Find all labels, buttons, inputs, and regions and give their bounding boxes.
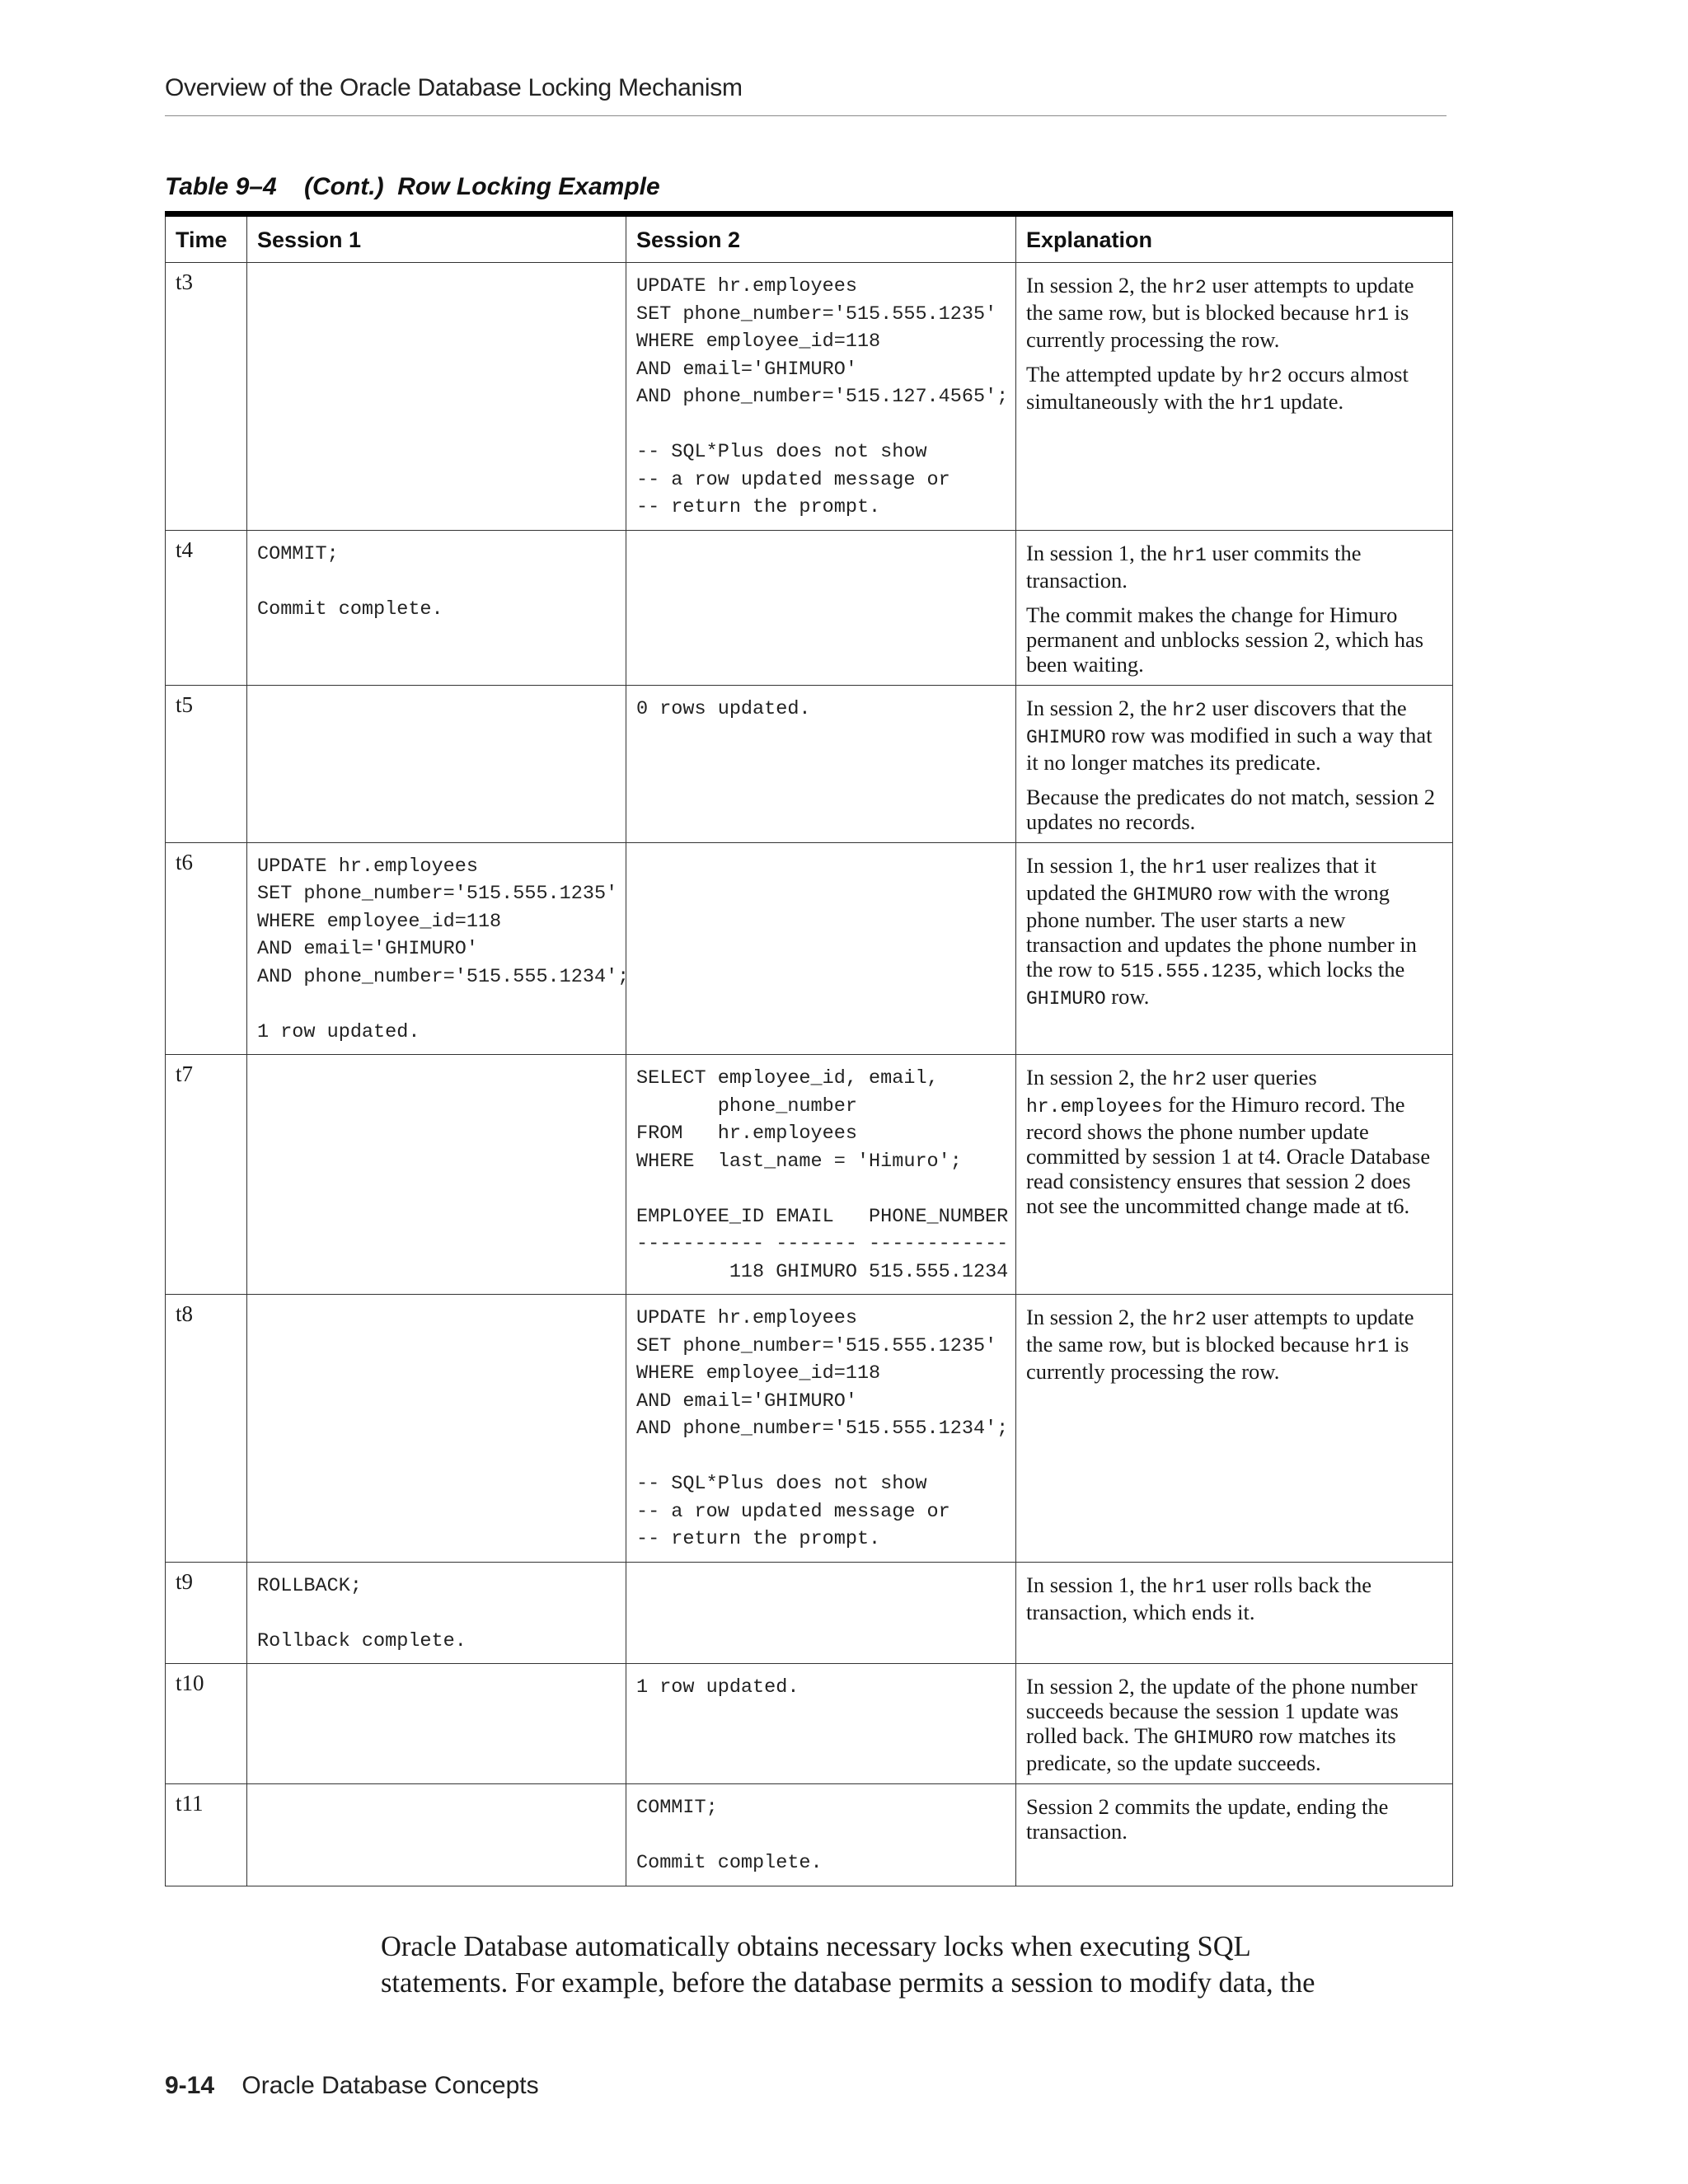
- inline-code: hr1: [1172, 856, 1207, 879]
- body-paragraph: [381, 1929, 1452, 2001]
- inline-code: hr1: [1354, 1336, 1390, 1357]
- column-header-explanation: Explanation: [1016, 214, 1453, 263]
- inline-code: GHIMURO: [1132, 883, 1213, 906]
- explanation-text: , which locks the: [1256, 956, 1405, 982]
- explanation-paragraph: [1026, 1065, 1442, 1218]
- explanation-text: Because the predicates do not match, session 2 updates no records.: [1026, 784, 1435, 834]
- session-1-cell: [247, 263, 626, 531]
- explanation-text: row.: [1105, 983, 1150, 1009]
- session-1-cell: [247, 1295, 626, 1563]
- session-2-cell: [626, 1784, 1016, 1886]
- explanation-text: Session 2 commits the update, ending the transaction.: [1026, 1794, 1389, 1844]
- session-2-code: 1 row updated.: [636, 1676, 799, 1699]
- session-2-cell: [626, 1295, 1016, 1563]
- session-1-cell: [247, 1562, 626, 1664]
- table-caption: Table 9–4 (Cont.) Row Locking Example: [165, 173, 660, 200]
- time-cell: t7: [166, 1055, 247, 1295]
- session-2-cell: [626, 685, 1016, 842]
- inline-code: hr1: [1172, 1576, 1207, 1598]
- session-2-cell: [626, 1562, 1016, 1664]
- explanation-cell: [1016, 842, 1453, 1055]
- time-cell: t11: [166, 1784, 247, 1886]
- explanation-paragraph: [1026, 1572, 1442, 1624]
- explanation-text: is currently processing the row.: [1026, 1332, 1409, 1384]
- inline-code: hr.employees: [1026, 1096, 1163, 1118]
- table-header-row: [166, 214, 1453, 263]
- explanation-text: user realizes that it updated the: [1026, 852, 1376, 905]
- explanation-text: In session 2, the: [1026, 1065, 1173, 1090]
- explanation-paragraph: [1026, 602, 1442, 677]
- explanation-cell: [1016, 1562, 1453, 1664]
- time-cell: t10: [166, 1664, 247, 1784]
- explanation-text: user rolls back the transaction, which ends it.: [1026, 1572, 1372, 1624]
- explanation-text: In session 1, the: [1026, 852, 1173, 878]
- column-header-time: Time: [166, 214, 247, 263]
- explanation-cell: [1016, 1055, 1453, 1295]
- time-cell: t9: [166, 1562, 247, 1664]
- explanation-text: occurs almost simultaneously with the: [1026, 362, 1409, 414]
- session-2-cell: [626, 842, 1016, 1055]
- header-rule: [165, 115, 1447, 116]
- explanation-cell: [1016, 1664, 1453, 1784]
- table-row: [166, 842, 1453, 1055]
- time-cell: t5: [166, 685, 247, 842]
- explanation-text: In session 2, the: [1026, 273, 1173, 298]
- inline-code: GHIMURO: [1026, 726, 1106, 748]
- session-2-code: UPDATE hr.employees SET phone_number='515.555.1235' WHERE employee_id=118 AND email='GHIMURO' AND phone_number='515.127.4565'; -- SQL*Plus does not show -- a row updated message or -- return the prompt.: [636, 275, 1009, 518]
- column-header-session-2: Session 2: [626, 214, 1016, 263]
- explanation-text: is currently processing the row.: [1026, 300, 1409, 352]
- table-row: [166, 1784, 1453, 1886]
- explanation-paragraph: [1026, 1794, 1442, 1844]
- explanation-text: In session 2, the: [1026, 1305, 1173, 1329]
- explanation-text: user commits the transaction.: [1026, 540, 1362, 593]
- time-cell: t3: [166, 263, 247, 531]
- inline-code: hr2: [1172, 1069, 1207, 1090]
- table-row: [166, 1055, 1453, 1295]
- inline-code: GHIMURO: [1026, 987, 1106, 1010]
- explanation-paragraph: [1026, 1674, 1442, 1775]
- explanation-text: update.: [1274, 389, 1344, 414]
- explanation-cell: [1016, 685, 1453, 842]
- page-number: 9-14: [165, 2072, 215, 2099]
- session-1-cell: [247, 842, 630, 1055]
- table-row: [166, 1295, 1453, 1563]
- inline-code: hr2: [1172, 277, 1207, 298]
- explanation-cell: [1016, 1784, 1453, 1886]
- time-cell: t4: [166, 530, 247, 685]
- explanation-cell: [1016, 530, 1453, 685]
- explanation-text: In session 1, the: [1026, 540, 1173, 565]
- explanation-text: The attempted update by: [1026, 362, 1249, 387]
- explanation-text: row was modified in such a way that it no longer matches its predicate.: [1026, 722, 1432, 775]
- table-row: [166, 685, 1453, 842]
- explanation-text: user attempts to update the same row, but is blocked because: [1026, 1305, 1414, 1357]
- session-1-cell: [247, 1664, 626, 1784]
- explanation-text: In session 2, the update of the phone number succeeds because the session 1 update was rolled back. The: [1026, 1674, 1418, 1748]
- explanation-text: In session 2, the: [1026, 695, 1173, 720]
- explanation-text: for the Himuro record. The record shows the phone number update committed by session 1 at t4. Oracle Database read consistency ensures that session 2 does not see the uncommitted change made at t6.: [1026, 1092, 1431, 1218]
- explanation-paragraph: [1026, 696, 1442, 775]
- session-2-code: SELECT employee_id, email, phone_number FROM hr.employees WHERE last_name = 'Himuro'; EMPLOYEE_ID EMAIL PHONE_NUMBER ----------- ------- ------------ 118 GHIMURO 515.555.1234: [636, 1067, 1009, 1283]
- column-header-session-1: Session 1: [247, 214, 626, 263]
- book-title: Oracle Database Concepts: [241, 2072, 539, 2099]
- inline-code: hr2: [1172, 699, 1207, 721]
- time-cell: t6: [166, 842, 247, 1055]
- inline-code: hr1: [1172, 544, 1207, 566]
- session-1-cell: [247, 1055, 626, 1295]
- explanation-paragraph: [1026, 1305, 1442, 1384]
- row-locking-table: [165, 211, 1452, 1886]
- explanation-paragraph: [1026, 273, 1442, 352]
- table-row: [166, 1664, 1453, 1784]
- session-2-code: UPDATE hr.employees SET phone_number='515.555.1235' WHERE employee_id=118 AND email='GHIMURO' AND phone_number='515.555.1234'; -- SQL*Plus does not show -- a row updated message or -- return the prompt.: [636, 1307, 1009, 1550]
- explanation-paragraph: [1026, 785, 1442, 834]
- running-header: Overview of the Oracle Database Locking Mechanism: [165, 74, 743, 101]
- session-2-code: COMMIT; Commit complete.: [636, 1797, 823, 1874]
- inline-code: 515.555.1235: [1120, 960, 1257, 982]
- explanation-text: user attempts to update the same row, but is blocked because: [1026, 273, 1414, 325]
- session-1-cell: [247, 530, 626, 685]
- explanation-paragraph: [1026, 362, 1442, 416]
- session-2-code: 0 rows updated.: [636, 697, 811, 720]
- time-cell: t8: [166, 1295, 247, 1563]
- page-footer: [165, 2072, 539, 2100]
- footer-spacer: [221, 2072, 235, 2099]
- body-line: Oracle Database automatically obtains necessary locks when executing SQL: [381, 1931, 1251, 1962]
- session-1-code: COMMIT; Commit complete.: [257, 542, 443, 621]
- session-1-cell: [247, 685, 626, 842]
- session-2-cell: [626, 1664, 1016, 1784]
- explanation-text: The commit makes the change for Himuro permanent and unblocks session 2, which has been waiting.: [1026, 602, 1424, 677]
- inline-code: hr1: [1240, 393, 1275, 415]
- explanation-text: user queries: [1206, 1065, 1317, 1090]
- inline-code: hr2: [1248, 366, 1282, 387]
- table-row: [166, 530, 1453, 685]
- inline-code: hr1: [1354, 304, 1390, 326]
- session-2-cell: [626, 530, 1016, 685]
- session-2-cell: [626, 1055, 1016, 1295]
- explanation-paragraph: [1026, 853, 1442, 1011]
- inline-code: hr2: [1172, 1309, 1207, 1330]
- session-1-code: ROLLBACK; Rollback complete.: [257, 1574, 467, 1652]
- session-2-cell: [626, 263, 1016, 531]
- explanation-text: row matches its predicate, so the update succeeds.: [1026, 1723, 1396, 1775]
- explanation-text: row with the wrong phone number. The user starts a new transaction and updates the phone number in the row to: [1026, 879, 1417, 982]
- explanation-paragraph: [1026, 541, 1442, 593]
- session-1-code: UPDATE hr.employees SET phone_number='515.555.1235' WHERE employee_id=118 AND email='GHIMURO' AND phone_number='515.555.1234'; 1 row updated.: [257, 855, 630, 1043]
- table-row: [166, 1562, 1453, 1664]
- table-body: [166, 263, 1453, 1886]
- body-line: statements. For example, before the database permits a session to modify data, the: [381, 1967, 1315, 1999]
- explanation-text: user discovers that the: [1206, 695, 1407, 720]
- table-row: [166, 263, 1453, 531]
- explanation-cell: [1016, 263, 1453, 531]
- explanation-text: In session 1, the: [1026, 1572, 1173, 1597]
- explanation-cell: [1016, 1295, 1453, 1563]
- inline-code: GHIMURO: [1174, 1727, 1254, 1749]
- session-1-cell: [247, 1784, 626, 1886]
